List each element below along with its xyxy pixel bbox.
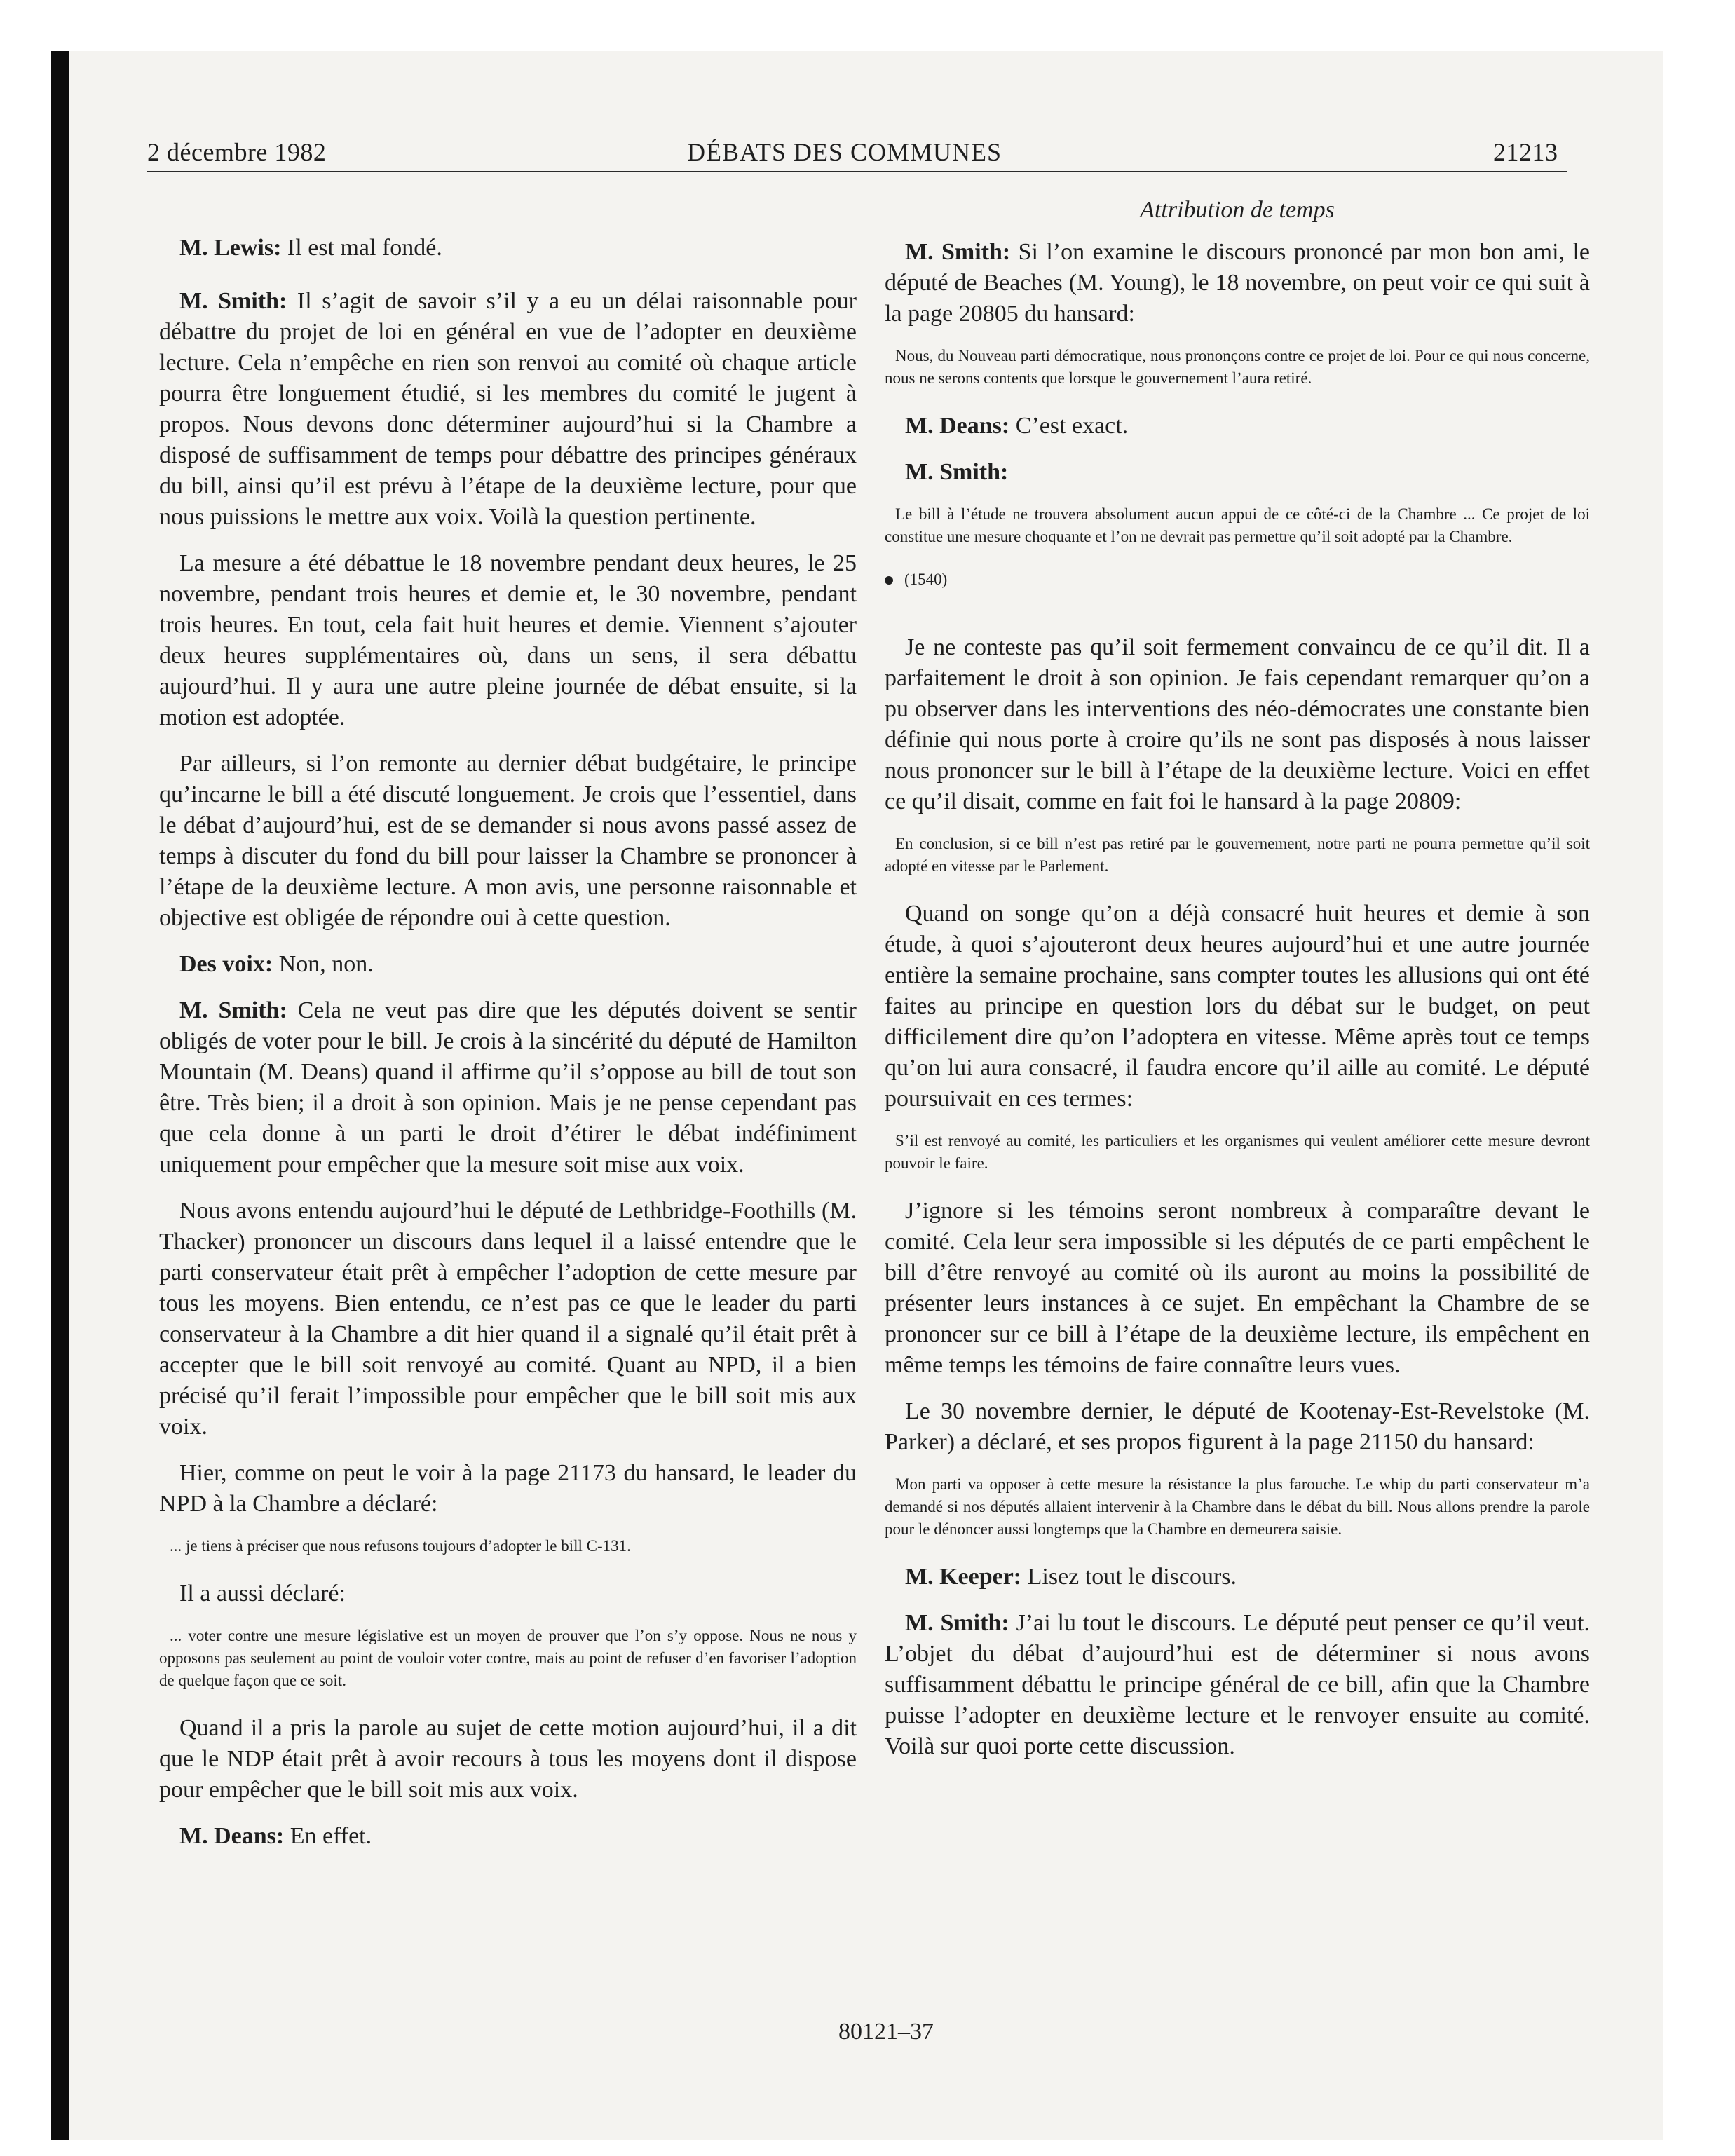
speaker-name: M. Keeper:: [905, 1564, 1022, 1590]
paragraph-text: Hier, comme on peut le voir à la page 21173 du hansard, le leader du NPD à la Chambre a déclaré:: [159, 1460, 857, 1517]
paragraph-text: Il est mal fondé.: [281, 235, 442, 261]
quotation: Nous, du Nouveau parti démocratique, nous prononçons contre ce projet de loi. Pour ce qui nous concerne, nous ne serons contents que lorsque le gouvernement l’aura retiré.: [885, 347, 1590, 387]
speaker-name: M. Smith:: [905, 459, 1009, 485]
paragraph-text: Si l’on examine le discours prononcé par mon bon ami, le député de Beaches (M. Young), le 18 novembre, on peut voir ce qui suit à la page 20805 du hansard:: [885, 239, 1590, 327]
paragraph: [885, 632, 1590, 817]
paragraph: [885, 1396, 1590, 1458]
paragraph-text: Cela ne veut pas dire que les députés doivent se sentir obligés de voter pour le bill. Je crois à la sincérité du député de Hamilton Mountain (M. Deans) quand il affirme qu’il s’oppose au bill de tout son être. Très bien; il a droit à son opinion. Mais je ne pense cependant pas que cela donne à un parti le droit d’étirer le débat indéfiniment uniquement pour empêcher que la mesure soit mise aux voix.: [159, 997, 857, 1178]
paragraph: [885, 457, 1590, 488]
paragraph-text: J’ai lu tout le discours. Le député peut penser ce qu’il veut. L’objet du débat d’aujourd’hui est de déterminer si nous avons suffisamment débattu le principe général de ce bill, afin que la Chambre puisse l’adopter en deuxième lecture et le renvoyer ensuite au comité. Voilà sur quoi porte cette discussion.: [885, 1610, 1590, 1759]
speaker-name: M. Smith:: [179, 997, 287, 1023]
bullet-icon: [885, 576, 893, 585]
header-page-number: 21213: [1493, 138, 1558, 166]
header-date: 2 décembre 1982: [147, 138, 327, 166]
paragraph-text: Lisez tout le discours.: [1021, 1564, 1237, 1590]
paragraph: [885, 1608, 1590, 1762]
header-title: DÉBATS DES COMMUNES: [687, 138, 1002, 166]
paragraph-text: Le 30 novembre dernier, le député de Kootenay-Est-Revelstoke (M. Parker) a déclaré, et ses propos figurent à la page 21150 du hansard:: [885, 1398, 1590, 1455]
paragraph: [159, 995, 857, 1180]
paragraph: [159, 1458, 857, 1520]
paragraph: [159, 233, 857, 264]
header-rule: [147, 171, 1567, 172]
paragraph-text: En effet.: [284, 1823, 372, 1849]
paragraph: [159, 1196, 857, 1442]
speaker-name: M. Lewis:: [179, 235, 282, 261]
time-marker: [885, 569, 1590, 590]
quotation: ... voter contre une mesure législative est un moyen de prouver que l’on s’y oppose. Nous ne nous y opposons pas seulement au point de vouloir voter contre, mais au point de refuser d’en favoriser l’adoption de quelque façon que ce soit.: [159, 1627, 857, 1689]
section-title: Attribution de temps: [1140, 197, 1335, 223]
paragraph: [159, 1821, 857, 1852]
speaker-name: M. Smith:: [905, 239, 1011, 265]
paragraph: [885, 899, 1590, 1114]
paragraph: [159, 1713, 857, 1806]
paragraph-text: Par ailleurs, si l’on remonte au dernier débat budgétaire, le principe qu’incarne le bill a été discuté longuement. Je crois que l’essentiel, dans le débat d’aujourd’hui, est de se demander si nous avons passé assez de temps à discuter du fond du bill pour laisser la Chambre se prononcer à l’étape de la deuxième lecture. A mon avis, une personne raisonnable et objective est obligée de répondre oui à cette question.: [159, 751, 857, 931]
paragraph: [885, 1562, 1590, 1592]
speaker-name: M. Deans:: [179, 1823, 285, 1849]
footer-print-code: 80121–37: [838, 2019, 934, 2045]
speaker-name: M. Deans:: [905, 413, 1010, 439]
paragraph: [885, 1196, 1590, 1381]
paragraph-text: Il s’agit de savoir s’il y a eu un délai raisonnable pour débattre du projet de loi en général en vue de l’adopter en deuxième lecture. Cela n’empêche en rien son renvoi au comité où chaque article pourra être longuement étudié, si les membres du comité le jugent à propos. Nous devons donc déterminer aujourd’hui si la Chambre a disposé de suffisamment de temps pour débattre des principes généraux du bill, ainsi qu’il est prévu à l’étape de la deuxième lecture, pour que nous puissions le mettre aux voix. Voilà la question pertinente.: [159, 288, 857, 530]
quotation: En conclusion, si ce bill n’est pas retiré par le gouvernement, notre parti ne pourra permettre qu’il soit adopté en vitesse par le Parlement.: [885, 835, 1590, 875]
quotation: Mon parti va opposer à cette mesure la résistance la plus farouche. Le whip du parti conservateur m’a demandé si nos députés allaient intervenir à la Chambre dans le débat du bill. Nous allons prendre la parole pour le dénoncer aussi longtemps que la Chambre en demeurera saisie.: [885, 1475, 1590, 1538]
quotation: ... je tiens à préciser que nous refusons toujours d’adopter le bill C-131.: [170, 1537, 631, 1555]
time-marker-text: (1540): [904, 571, 948, 588]
paragraph-text: Quand on songe qu’on a déjà consacré huit heures et demie à son étude, à quoi s’ajouteront deux heures aujourd’hui et une autre journée entière la semaine prochaine, sans compter toutes les allusions qui ont été faites au principe en question lors du débat sur le budget, on peut difficilement dire qu’on l’adoptera en vitesse. Même après tout ce temps qu’on lui aura consacré, il faudra encore qu’il aille au comité. Le député poursuivait en ces termes:: [885, 901, 1590, 1112]
speaker-name: M. Smith:: [905, 1610, 1009, 1636]
paragraph-text: Nous avons entendu aujourd’hui le député de Lethbridge-Foothills (M. Thacker) prononcer un discours dans lequel il a laissé entendre que le parti conservateur était prêt à empêcher l’adoption de cette mesure par tous les moyens. Bien entendu, ce n’est pas ce que le leader du parti conservateur à la Chambre a dit hier quand il a signalé qu’il était prêt à accepter que le bill soit renvoyé au comité. Quant au NPD, il a bien précisé qu’il ferait l’impossible pour empêcher que le bill soit mis aux voix.: [159, 1198, 857, 1440]
paragraph: [159, 286, 857, 533]
left-column: [159, 233, 857, 1867]
paragraph-text: La mesure a été débattue le 18 novembre pendant deux heures, le 25 novembre, pendant trois heures et demie et, le 30 novembre, pendant trois heures. En tout, cela fait huit heures et demie. Viennent s’ajouter deux heures supplémentaires où, dans un sens, il sera débattu aujourd’hui. Il y aura une autre pleine journée de débat ensuite, si la motion est adoptée.: [159, 550, 857, 730]
paragraph: [159, 749, 857, 934]
paragraph: [159, 548, 857, 733]
paragraph-text: Il a aussi déclaré:: [179, 1581, 346, 1606]
scan-edge-shadow: [51, 51, 69, 2140]
paragraph-text: Je ne conteste pas qu’il soit fermement convaincu de ce qu’il dit. Il a parfaitement le droit à son opinion. Je fais cependant remarquer qu’on a pu observer dans les interventions des néo-démocrates une constante bien définie qui nous porte à croire qu’ils ne sont pas disposés à nous laisser nous prononcer sur le bill à l’étape de la deuxième lecture. Voici en effet ce qu’il disait, comme en fait foi le hansard à la page 20809:: [885, 634, 1590, 814]
speaker-name: M. Smith:: [179, 288, 287, 314]
quotation: Le bill à l’étude ne trouvera absolument aucun appui de ce côté-ci de la Chambre ... Ce projet de loi constitue une mesure choquante et l’on ne devrait pas permettre qu’il soit adopté par la Chambre.: [885, 505, 1590, 545]
speaker-name: Des voix:: [179, 951, 273, 977]
paragraph: [159, 1578, 857, 1609]
paragraph-text: Quand il a pris la parole au sujet de cette motion aujourd’hui, il a dit que le NDP était prêt à avoir recours à tous les moyens dont il dispose pour empêcher que le bill soit mis aux voix.: [159, 1715, 857, 1803]
paragraph-text: Non, non.: [273, 951, 374, 977]
paragraph: [885, 237, 1590, 329]
paragraph-text: J’ignore si les témoins seront nombreux à comparaître devant le comité. Cela leur sera impossible si les députés de ce parti empêchent le bill d’être renvoyé au comité où ils auront au moins la possibilité de présenter leurs instances à ce sujet. En empêchant la Chambre de se prononcer sur ce bill à l’étape de la deuxième lecture, ils empêchent en même temps les témoins de faire connaître leurs vues.: [885, 1198, 1590, 1378]
paragraph: [159, 949, 857, 980]
right-column: [885, 195, 1590, 1778]
quotation: S’il est renvoyé au comité, les particuliers et les organismes qui veulent améliorer cette mesure devront pouvoir le faire.: [885, 1132, 1590, 1172]
paragraph-text: C’est exact.: [1009, 413, 1129, 439]
paragraph: [885, 411, 1590, 442]
